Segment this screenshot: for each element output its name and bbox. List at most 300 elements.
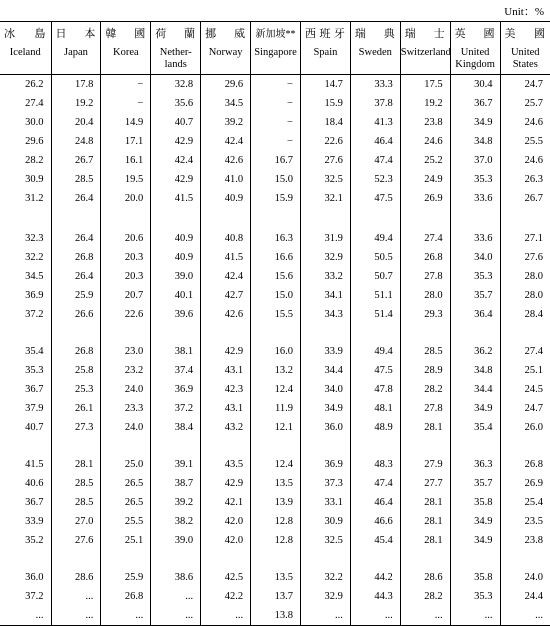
table-cell: 30.9 — [300, 512, 350, 531]
table-cell: 40.9 — [151, 248, 201, 267]
column-header — [500, 22, 550, 75]
table-cell: 36.7 — [25, 384, 44, 395]
spacer-cell — [350, 324, 400, 342]
table-cell: 30.4 — [450, 75, 500, 95]
table-cell: 48.3 — [350, 455, 400, 474]
table-cell: 39.6 — [151, 305, 201, 324]
table-cell: 28.1 — [400, 512, 450, 531]
column-header — [51, 22, 101, 75]
table-row — [0, 267, 550, 286]
spacer-cell — [151, 208, 201, 229]
table-cell: 28.2 — [25, 155, 44, 166]
table-cell: 26.8 — [101, 587, 151, 606]
spacer-cell — [350, 208, 400, 229]
column-header-zh — [151, 22, 200, 41]
table-cell: 44.2 — [350, 568, 400, 587]
table-cell: 43.2 — [201, 418, 251, 437]
table-cell: 28.0 — [500, 267, 550, 286]
table-cell: 50.5 — [350, 248, 400, 267]
table-cell: − — [251, 94, 301, 113]
table-cell: 33.1 — [300, 493, 350, 512]
table-cell: 41.5 — [201, 248, 251, 267]
table-cell: 26.3 — [500, 170, 550, 189]
table-cell: 47.4 — [350, 151, 400, 170]
table-cell: 16.7 — [251, 151, 301, 170]
column-header-zh-char: 荷 — [155, 28, 168, 40]
table-cell: 26.7 — [500, 189, 550, 208]
table-cell: 12.1 — [251, 418, 301, 437]
table-cell: 26.8 — [51, 248, 101, 267]
column-header-en-line: Spain — [313, 47, 338, 58]
table-cell: 28.1 — [400, 493, 450, 512]
table-cell: 34.9 — [450, 531, 500, 550]
column-header-zh-char: 國 — [483, 28, 496, 40]
column-header — [251, 22, 301, 75]
table-cell: 20.4 — [51, 113, 101, 132]
table-cell: 17.8 — [51, 75, 101, 95]
table-cell: 17.1 — [101, 132, 151, 151]
spacer-cell — [51, 550, 101, 568]
column-header-en — [101, 41, 150, 59]
table-cell: 34.4 — [300, 361, 350, 380]
table-cell: 37.2 — [151, 399, 201, 418]
column-header — [201, 22, 251, 75]
table-cell: 42.7 — [201, 286, 251, 305]
table-cell: ... — [400, 606, 450, 626]
table-cell: 24.0 — [500, 568, 550, 587]
column-header-zh — [351, 22, 400, 41]
table-cell: 25.5 — [101, 512, 151, 531]
table-cell: 51.4 — [350, 305, 400, 324]
table-cell: 42.4 — [201, 267, 251, 286]
table-cell: 42.5 — [201, 568, 251, 587]
table-cell: 27.4 — [25, 98, 44, 109]
table-cell: 35.8 — [450, 493, 500, 512]
table-cell: ... — [101, 606, 151, 626]
table-cell: 32.1 — [300, 189, 350, 208]
table-row — [0, 132, 550, 151]
table-cell: 30.0 — [25, 117, 44, 128]
table-cell: 12.8 — [251, 512, 301, 531]
table-cell: 38.6 — [151, 568, 201, 587]
table-cell: 28.0 — [500, 286, 550, 305]
column-header-zh — [251, 22, 300, 41]
column-header-zh — [451, 22, 500, 41]
table-cell: 35.8 — [450, 568, 500, 587]
table-cell: 23.3 — [101, 399, 151, 418]
table-row — [0, 399, 550, 418]
column-header-en — [52, 41, 101, 59]
table-cell: 26.1 — [51, 399, 101, 418]
table-cell: 23.8 — [400, 113, 450, 132]
table-cell: 15.0 — [251, 286, 301, 305]
table-cell: 18.4 — [300, 113, 350, 132]
table-cell: 24.6 — [400, 132, 450, 151]
table-cell: 26.6 — [51, 305, 101, 324]
table-cell: 28.6 — [400, 568, 450, 587]
table-cell: 37.0 — [450, 151, 500, 170]
table-cell: 34.9 — [450, 512, 500, 531]
table-cell: 20.0 — [101, 189, 151, 208]
table-cell: 46.4 — [350, 132, 400, 151]
table-cell: 34.5 — [201, 94, 251, 113]
table-cell: 34.5 — [25, 271, 44, 282]
table-cell: 52.3 — [350, 170, 400, 189]
table-cell: 48.9 — [350, 418, 400, 437]
table-cell: 27.7 — [400, 474, 450, 493]
table-cell: 47.4 — [350, 474, 400, 493]
table-cell: 39.0 — [151, 267, 201, 286]
table-cell: 28.1 — [51, 455, 101, 474]
table-cell: 28.1 — [400, 418, 450, 437]
table-cell: 28.0 — [400, 286, 450, 305]
table-cell: 23.5 — [500, 512, 550, 531]
table-cell: 34.4 — [450, 380, 500, 399]
column-header — [300, 22, 350, 75]
table-cell: 26.2 — [25, 79, 44, 90]
table-cell: 34.0 — [300, 380, 350, 399]
table-cell: 13.5 — [251, 474, 301, 493]
spacer-cell — [251, 324, 301, 342]
table-cell: 27.6 — [51, 531, 101, 550]
table-cell: 35.4 — [450, 418, 500, 437]
table-cell: 31.9 — [300, 229, 350, 248]
table-cell: 14.7 — [300, 75, 350, 95]
spacer-cell — [450, 324, 500, 342]
table-row — [0, 606, 550, 626]
column-header-zh-char: 西 — [304, 28, 317, 40]
table-row — [0, 474, 550, 493]
table-cell: 36.7 — [25, 497, 44, 508]
table-cell: 12.8 — [251, 531, 301, 550]
table-cell: 24.8 — [51, 132, 101, 151]
column-header-zh-char: 韓 — [105, 28, 118, 40]
table-cell: 26.4 — [51, 189, 101, 208]
table-row — [0, 113, 550, 132]
column-header-en — [501, 41, 550, 71]
column-header-zh-char: 國 — [134, 28, 147, 40]
column-header — [151, 22, 201, 75]
spacer-cell — [201, 550, 251, 568]
table-cell: 32.8 — [151, 75, 201, 95]
table-row — [0, 531, 550, 550]
table-cell: 26.5 — [101, 474, 151, 493]
table-row — [0, 342, 550, 361]
column-header-zh — [501, 22, 550, 41]
table-cell: 22.6 — [300, 132, 350, 151]
table-cell: 39.0 — [151, 531, 201, 550]
table-cell: 23.2 — [101, 361, 151, 380]
table-row — [0, 248, 550, 267]
table-row — [0, 493, 550, 512]
table-cell: 27.8 — [400, 399, 450, 418]
spacer-cell — [251, 550, 301, 568]
table-cell: 28.5 — [51, 493, 101, 512]
column-header-en — [401, 41, 450, 59]
table-cell: 29.6 — [25, 136, 44, 147]
column-header-en-line: Korea — [113, 47, 139, 58]
table-cell: ... — [500, 606, 550, 626]
column-header-zh — [0, 22, 51, 41]
spacer-cell — [450, 550, 500, 568]
table-cell: 25.9 — [101, 568, 151, 587]
table-cell: 42.6 — [201, 305, 251, 324]
table-cell: ... — [450, 606, 500, 626]
spacer-cell — [51, 437, 101, 455]
column-header-en — [451, 41, 500, 71]
table-cell: 38.2 — [151, 512, 201, 531]
column-header-zh-char: 本 — [84, 28, 97, 40]
spacer-cell — [300, 437, 350, 455]
table-cell: 28.2 — [400, 587, 450, 606]
spacer-cell — [201, 437, 251, 455]
spacer-cell — [500, 437, 550, 455]
table-row — [0, 455, 550, 474]
table-cell: 45.4 — [350, 531, 400, 550]
column-header-en-line: Singapore — [254, 47, 297, 58]
table-cell: 24.5 — [500, 380, 550, 399]
column-header-zh-char: 班 — [319, 28, 332, 40]
spacer-cell — [400, 550, 450, 568]
table-cell: 29.6 — [201, 75, 251, 95]
table-cell: − — [251, 75, 301, 95]
table-cell: 37.2 — [25, 591, 44, 602]
table-cell: 34.9 — [300, 399, 350, 418]
unit-label: Unit：% — [504, 6, 544, 18]
table-cell: 32.5 — [300, 531, 350, 550]
table-cell: 43.1 — [201, 399, 251, 418]
column-header-en-line: Iceland — [9, 47, 41, 58]
table-row — [0, 587, 550, 606]
table-cell: 22.6 — [101, 305, 151, 324]
table-cell: 24.0 — [101, 380, 151, 399]
table-cell: 42.9 — [201, 474, 251, 493]
table-cell: 33.3 — [350, 75, 400, 95]
table-cell: 38.1 — [151, 342, 201, 361]
column-header-en-line: Nether- — [159, 47, 192, 58]
table-cell: 27.0 — [51, 512, 101, 531]
table-cell: 35.3 — [450, 267, 500, 286]
spacer-cell — [450, 208, 500, 229]
table-cell: 43.5 — [201, 455, 251, 474]
column-header-en-line: Switzerland — [400, 47, 451, 58]
table-cell: 24.0 — [101, 418, 151, 437]
table-cell: 41.0 — [201, 170, 251, 189]
table-cell: 25.7 — [500, 94, 550, 113]
spacer-cell — [0, 550, 51, 568]
table-cell: 34.8 — [450, 361, 500, 380]
table-cell: 34.3 — [300, 305, 350, 324]
table-cell: 25.3 — [51, 380, 101, 399]
table-cell: 36.7 — [450, 94, 500, 113]
table-cell: 13.8 — [251, 606, 301, 626]
table-cell: 37.3 — [300, 474, 350, 493]
spacer-cell — [151, 550, 201, 568]
table-cell: 20.7 — [101, 286, 151, 305]
column-header-zh-char: 新加坡** — [255, 29, 296, 40]
table-row — [0, 568, 550, 587]
table-cell: 47.5 — [350, 189, 400, 208]
table-cell: 32.2 — [25, 252, 44, 263]
table-cell: 42.0 — [201, 531, 251, 550]
spacer-cell — [251, 208, 301, 229]
table-cell: 15.6 — [251, 267, 301, 286]
table-cell: 40.8 — [201, 229, 251, 248]
table-cell: 42.2 — [201, 587, 251, 606]
table-cell: 28.5 — [51, 474, 101, 493]
spacer-cell — [151, 437, 201, 455]
table-cell: 42.9 — [201, 342, 251, 361]
table-cell: 24.7 — [500, 75, 550, 95]
column-header-zh-char: 典 — [383, 28, 396, 40]
table-cell: 37.4 — [151, 361, 201, 380]
table-cell: − — [251, 132, 301, 151]
table-cell: 34.0 — [450, 248, 500, 267]
table-cell: ... — [201, 606, 251, 626]
table-cell: 37.2 — [25, 309, 44, 320]
column-header-zh-char: 冰 — [4, 28, 16, 40]
spacer-cell — [251, 437, 301, 455]
spacer-cell — [51, 208, 101, 229]
column-header-zh-char: 瑞 — [354, 28, 367, 40]
table-cell: 26.4 — [51, 267, 101, 286]
table-cell: 32.9 — [300, 248, 350, 267]
table-cell: ... — [151, 587, 201, 606]
table-cell: 14.9 — [101, 113, 151, 132]
table-cell: 25.4 — [500, 493, 550, 512]
table-row — [0, 94, 550, 113]
table-cell: 40.9 — [201, 189, 251, 208]
table-cell: ... — [151, 606, 201, 626]
column-header-en-line: United — [460, 47, 490, 58]
table-cell: ... — [350, 606, 400, 626]
column-header-en-line: Sweden — [358, 47, 392, 58]
table-cell: 34.1 — [300, 286, 350, 305]
spacer-cell — [101, 437, 151, 455]
table-cell: 27.9 — [400, 455, 450, 474]
table-cell: 11.9 — [251, 399, 301, 418]
table-cell: 19.5 — [101, 170, 151, 189]
table-cell: 13.9 — [251, 493, 301, 512]
column-header — [450, 22, 500, 75]
table-cell: 35.7 — [450, 286, 500, 305]
table-cell: 26.9 — [500, 474, 550, 493]
table-cell: 32.9 — [300, 587, 350, 606]
table-row — [0, 189, 550, 208]
column-header-zh-char: 島 — [34, 28, 47, 40]
table-cell: 51.1 — [350, 286, 400, 305]
table-cell: 26.7 — [51, 151, 101, 170]
table-cell: − — [251, 113, 301, 132]
table-cell: 36.9 — [25, 290, 44, 301]
table-cell: ... — [51, 587, 101, 606]
table-cell: 26.0 — [500, 418, 550, 437]
column-header-zh — [401, 22, 450, 41]
table-cell: 33.6 — [450, 229, 500, 248]
table-cell: 23.0 — [101, 342, 151, 361]
column-header-en-line: Kingdom — [455, 59, 495, 70]
column-header-zh-char: 威 — [234, 28, 247, 40]
table-cell: 26.8 — [500, 455, 550, 474]
table-cell: 13.2 — [251, 361, 301, 380]
table-cell: 39.1 — [151, 455, 201, 474]
table-cell: 50.7 — [350, 267, 400, 286]
table-cell: ... — [51, 606, 101, 626]
table-cell: 46.6 — [350, 512, 400, 531]
table-row — [0, 418, 550, 437]
table-cell: 13.5 — [251, 568, 301, 587]
table-cell: 42.9 — [151, 132, 201, 151]
table-cell: 37.9 — [25, 403, 44, 414]
table-cell: 27.8 — [400, 267, 450, 286]
table-cell: 25.5 — [500, 132, 550, 151]
table-cell: 28.5 — [400, 342, 450, 361]
table-cell: 15.0 — [251, 170, 301, 189]
data-table — [0, 21, 550, 626]
table-cell: 36.9 — [151, 380, 201, 399]
table-cell: 28.2 — [400, 380, 450, 399]
table-row — [0, 361, 550, 380]
table-cell: 49.4 — [350, 229, 400, 248]
table-cell: 35.3 — [450, 170, 500, 189]
spacer-cell — [201, 324, 251, 342]
table-row — [0, 512, 550, 531]
table-cell: 13.7 — [251, 587, 301, 606]
table-cell: 31.2 — [25, 193, 44, 204]
table-cell: 41.3 — [350, 113, 400, 132]
group-spacer — [0, 324, 550, 342]
table-cell: 16.6 — [251, 248, 301, 267]
table-cell: 40.7 — [151, 113, 201, 132]
table-cell: 12.4 — [251, 380, 301, 399]
column-header-zh — [52, 22, 101, 41]
table-cell: 28.4 — [500, 305, 550, 324]
table-cell: 37.8 — [350, 94, 400, 113]
table-cell: 35.6 — [151, 94, 201, 113]
table-cell: 27.6 — [500, 248, 550, 267]
table-cell: 42.0 — [201, 512, 251, 531]
table-cell: 42.1 — [201, 493, 251, 512]
table-cell: 35.3 — [450, 587, 500, 606]
column-header-en — [201, 41, 250, 59]
table-cell: 25.8 — [51, 361, 101, 380]
table-row — [0, 286, 550, 305]
column-header — [101, 22, 151, 75]
column-header-en-line: lands — [164, 59, 187, 70]
table-cell: 25.0 — [101, 455, 151, 474]
table-cell: 26.8 — [400, 248, 450, 267]
table-cell: 33.9 — [25, 516, 44, 527]
table-cell: 15.5 — [251, 305, 301, 324]
table-cell: 16.0 — [251, 342, 301, 361]
table-cell: 17.5 — [400, 75, 450, 95]
table-cell: 40.1 — [151, 286, 201, 305]
column-header-zh-char: 瑞 — [404, 28, 417, 40]
table-cell: 23.8 — [500, 531, 550, 550]
table-cell: 49.4 — [350, 342, 400, 361]
table-cell: 16.3 — [251, 229, 301, 248]
column-header-en — [351, 41, 400, 59]
group-spacer — [0, 550, 550, 568]
group-spacer — [0, 437, 550, 455]
table-cell: 32.3 — [25, 233, 44, 244]
table-cell: 35.3 — [25, 365, 44, 376]
table-cell: 36.2 — [450, 342, 500, 361]
table-cell: 36.0 — [300, 418, 350, 437]
table-cell: 48.1 — [350, 399, 400, 418]
table-cell: 28.1 — [400, 531, 450, 550]
table-cell: 41.5 — [151, 189, 201, 208]
